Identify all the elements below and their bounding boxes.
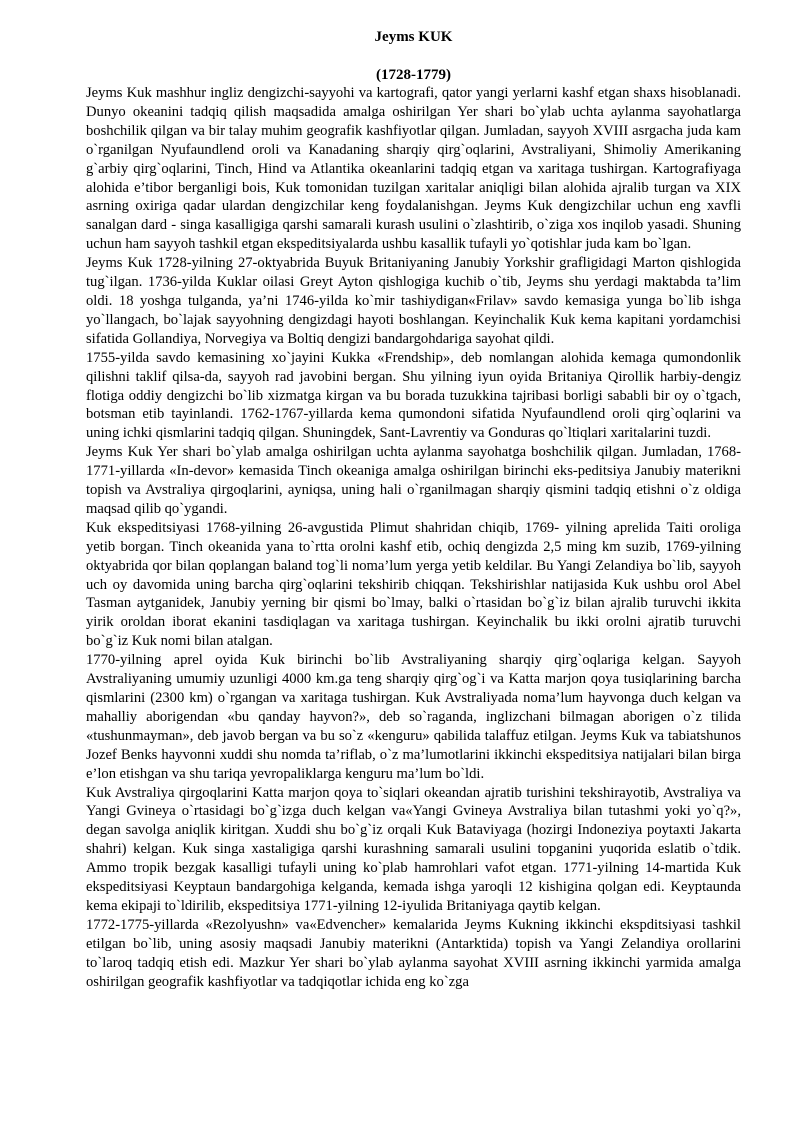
paragraph-new-zealand: Kuk ekspeditsiyasi 1768-yilning 26-avgustida Plimut shahridan chiqib, 1769- yilning aprelida Taiti oroliga yetib borgan. Tinch okeanida yana to`rtta orolni kashf etib, ochiq dengizda 2,5 ming km suzib, 1769-yilning oktyabrida qor bilan qoplangan baland tog`li noma’lum yerga yetib keldilar. Bu Yangi Zelandiya bo`lib, sayyoh uch oy davomida uning barcha qirg`oqlarini tekshirib chiqqan. Tekshirishlar natijasida Kuk ushbu orol Abel Tasman aytganidek, Janubiy yerning bir qismi bo`lmay, balki o`rtasidan bo`g`iz bilan ajralib turuvchi ikkita yirik oroldan iborat ekanini tasdiqlagan va xaritaga tushirgan. Keyinchalik bu ikki orolni ajratib turuvchi bo`g`iz Kuk nomi bilan atalgan.	[86, 519, 741, 650]
document-page	[86, 28, 741, 992]
paragraph-new-guinea: Kuk Avstraliya qirgoqlarini Katta marjon qoya to`siqlari okeandan ajratib turishini tekshirayotib, Avstraliya va Yangi Gvineya o`rtasidagi bo`g`izga duch kelgan va«Yangi Gvineya Avstraliya bilan tutashmi yoki yo`q?», degan savolga aniqlik kiritgan. Xuddi shu bo`g`iz orqali Kuk Bataviyaga (hozirgi Indoneziya poytaxti Jakarta shahri) kelgan. Kuk singa xastaligiga qarshi kurashning samarali usulini topganini yuqorida eslatib o`tdik. Ammo tropik bezgak kasalligi tufayli uning ko`plab hamrohlari vafot etgan. 1771-yilning 14-martida Kuk ekspeditsiyasi Keyptaun bandargohiga kelganda, kemada ishga yaroqli 12 kishigina qolgan edi. Keyptaunda kema ekipaji to`ldirilib, ekspeditsiya 1771-yilning 12-iyulida Britaniyaga qaytib kelgan.	[86, 784, 741, 914]
document-years: (1728-1779)	[376, 67, 451, 83]
paragraph-first-voyage: Jeyms Kuk Yer shari bo`ylab amalga oshirilgan uchta aylanma sayohatga boshchilik qilgan. Jumladan, 1768-1771-yillarda «In-devor» kemasida Tinch okeaniga amalga oshirilgan birinchi eks-peditsiya Janubiy materikni topish va Avstraliya qirgoqlarini, ayniqsa, uning hali o`rganilmagan sharqiy qismini tadqiq etishni o`z oldiga maqsad qilib qo`ygandi.	[86, 444, 741, 517]
paragraph-intro: Jeyms Kuk mashhur ingliz dengizchi-sayyohi va kartografi, qator yangi yerlarni kashf etgan shaxs hisoblanadi. Dunyo okeanini tadqiq qilish maqsadida amalga oshirilgan Yer shari bo`ylab uchta aylanma sayohatlarga boshchilik qilgan va bir talay muhim geografik kashfiyotlar qilgan. Jumladan, sayyoh XVIII asrgacha juda kam o`rganilgan Nyufaundlend oroli va Kanadaning sharqiy qirg`oqlarini, Avstraliyani, Shimoliy Amerikaning g`arbiy qirg`oqlarini, Tinch, Hind va Atlantika okeanlarini tadqiq etgan va xaritaga tushirgan. Kartografiyaga alohida e’tibor berganligi bois, Kuk tomonidan tuzilgan xaritalar aniqligi bilan alohida ajralib turgan va XIX asrning oxiriga qadar ulardan dengizchilar keng foydalanishgan. Jeyms Kuk dengizchilar uchun eng xavfli sanalgan dard - singa kasalligiga qarshi samarali kurash usulini o`zlashtirib, o`ziga xos inqilob yasadi. Shuning uchun ham sayyoh tashkil etgan ekspeditsiyalarda ushbu kasallik tufayli yo`qotishlar juda kam bo`lgan.	[86, 85, 741, 253]
paragraph-australia: 1770-yilning aprel oyida Kuk birinchi bo`lib Avstraliyaning sharqiy qirg`oqlariga kelgan. Sayyoh Avstraliyaning umumiy uzunligi 4000 km.ga teng sharqiy qirg`og`i va Katta marjon qoya tusiqlarining barcha qismlarini (2300 km) o`rgangan va xaritaga tushirgan. Kuk Avstraliyada noma’lum hayvonga duch kelgan va mahalliy aborigendan «bu qanday hayvon?», deb so`raganda, inglizchani bilmagan aborigen o`z tilida «tushunmayman», deb javob bergan va bu so`z «kenguru» qabilida talaffuz etilgan. Jeyms Kuk va tabiatshunos Jozef Benks hayvonni xuddi shu nomda ta’riflab, o`z ma’lumotlarini ikkinchi ekspeditsiya natijalari bilan birga e’lon etishgan va shu tariqa yevropaliklarga kenguru ma’lum bo`ldi.	[86, 652, 741, 782]
paragraph-early-life: Jeyms Kuk 1728-yilning 27-oktyabrida Buyuk Britaniyaning Janubiy Yorkshir grafligidagi Marton qishlogida tug`ilgan. 1736-yilda Kuklar oilasi Greyt Ayton qishlogiga kuchib o`tib, Jeyms shu yerdagi maktabda ta’lim oldi. 18 yoshga tulganda, ya’ni 1746-yilda ko`mir tashiydigan«Frilav» savdo kemasiga yunga bo`lib ishga yo`llangach, bo`lajak sayyohning dengizdagi hayoti boshlangan. Keyinchalik Kuk kema kapitani yordamchisi sifatida Gollandiya, Norvegiya va Boltiq dengizi bandargohdariga sayohat qildi.	[86, 255, 741, 347]
paragraph-naval-career: 1755-yilda savdo kemasining xo`jayini Kukka «Frendship», deb nomlangan alohida kemaga qumondonlik qilishni taklif qilsa-da, sayyoh rad javobini bergan. Shu yilning iyun oyida Britaniya Qirollik harbiy-dengiz flotiga oddiy dengizchi bo`lib xizmatga kirgan va bu borada tuzukkina tajribasi borligi sababli bir oy o`tgach, botsman etib tayinlandi. 1762-1767-yillarda kema qumondoni sifatida Nyufaundlend oroli qirg`oqlarini va uning ichki qismlarini tadqiq qilgan. Shuningdek, Sant-Lavrentiy va Gonduras qo`ltiqlari xaritalarini tuzdi.	[86, 349, 741, 442]
document-title: Jeyms KUK	[374, 29, 453, 45]
paragraph-second-voyage: 1772-1775-yillarda «Rezolyushn» va«Edvencher» kemalarida Jeyms Kukning ikkinchi ekspditsiyasi tashkil etilgan bo`lib, uning asosiy maqsadi Janubiy materikni (Antarktida) topish va Yangi Zelandiya orollarini to`laroq tadqiq etish edi. Mazkur Yer shari bo`ylab aylanma sayohat XVIII asrning ikkinchi yarmida amalga oshirilgan geografik kashfiyotlar va tadqiqotlar ichida eng ko`zga	[86, 916, 741, 990]
